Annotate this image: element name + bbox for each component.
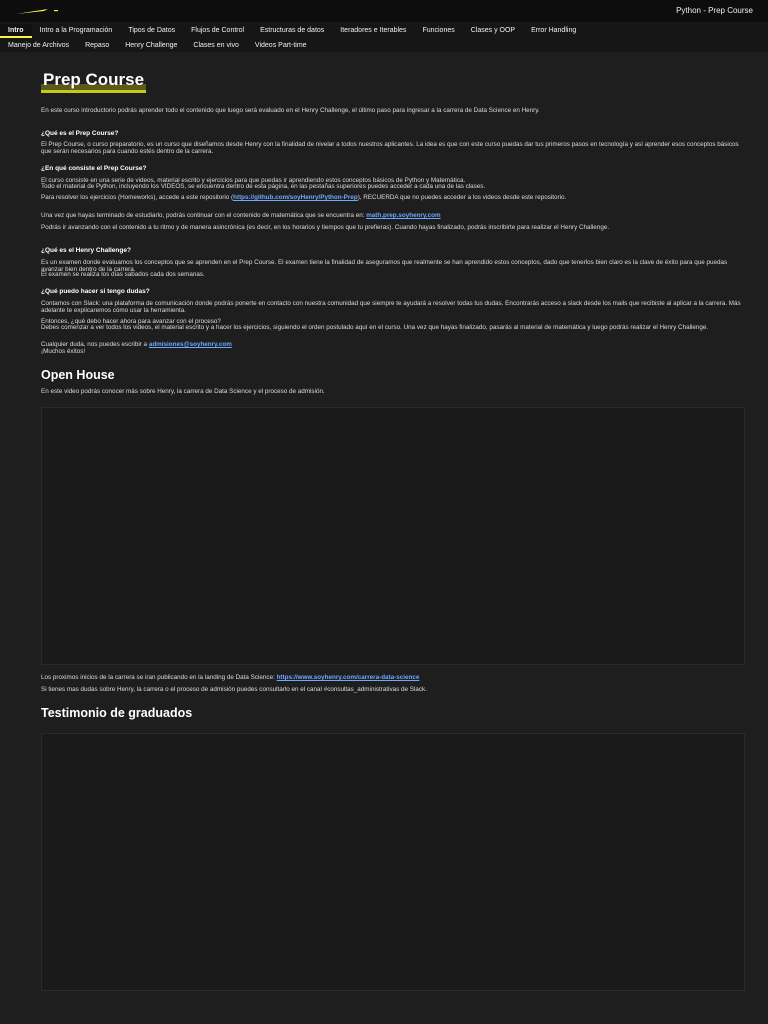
tab-navigation — [0, 22, 768, 52]
tab-iteradores-e-iterables[interactable]: Iteradores e Iterables — [340, 27, 407, 34]
heading-henry-challenge: ¿Qué es el Henry Challenge? — [41, 247, 131, 254]
intro-paragraph: En este curso introductorio podrás aprender todo el contenido que luego será evaluado en el Henry Challenge, el último paso para ingresar a la carrera de Data Science en Henry. — [41, 107, 540, 114]
tab-tipos-de-datos[interactable]: Tipos de Datos — [128, 27, 176, 34]
math-text-pre: Una vez que hayas terminado de estudiarlo, podrás continuar con el contenido de matemática que se encuentra en: — [41, 212, 367, 219]
nav-row-1 — [0, 24, 584, 38]
paragraph-math — [41, 213, 745, 220]
heading-what-is-prep-course: ¿Qué es el Prep Course? — [41, 130, 119, 137]
paragraph-slack-channel: Si tienes mas dudas sobre Henry, la carrera o el proceso de admisión puedes consultarlo en el canal #consultas_administrativas de Slack. — [41, 686, 427, 693]
tab-intro[interactable]: Intro — [0, 24, 32, 38]
paragraph-challenge-1: Es un examen donde evaluamos los conceptos que se aprenden en el Prep Course. El examen tiene la finalidad de aseguramos que realmente se han aprendido estos conceptos, dado que tenerlos bien claro es la clave de éxito para que puedas avanzar bien dentro de la carrera. — [41, 259, 728, 273]
tab-intro-a-la-programación[interactable]: Intro a la Programación — [39, 27, 113, 34]
next-starts-text: Los proximos inicios de la carrera se iran publicando en la landing de Data Science: — [41, 674, 277, 681]
tab-henry-challenge[interactable]: Henry Challenge — [125, 42, 178, 49]
admissions-email-link[interactable]: admisiones@soyhenry.com — [148, 341, 232, 348]
testimonials-title: Testimonio de graduados — [41, 706, 193, 720]
paragraph-next-starts — [41, 675, 745, 682]
paragraph-what-is-prep-course: El Prep Course, o curso preparatorio, es un curso que diseñamos desde Henry con la finalidad de nivelar a todos nuestros aplicantes. La idea es que con este curso puedas dar tus primeros pasos en tecnología y así aprender esos conceptos básicos que serán necesarios para cuando estés dentro de la carrera. — [41, 141, 739, 155]
open-house-video-embed[interactable] — [41, 407, 745, 665]
tab-clases-y-oop[interactable]: Clases y OOP — [470, 27, 516, 34]
page-title: Prep Course — [41, 70, 146, 93]
contact-text-pre: Cualquier duda, nos puedes escribir a — [41, 341, 149, 348]
tab-clases-en-vivo[interactable]: Clases en vivo — [193, 42, 239, 49]
paragraph-homeworks — [41, 195, 745, 202]
paragraph-slack: Contamos con Slack: una plataforma de comunicación donde podrás ponerte en contacto con nuestra comunidad que siempre te ayudará a resolver todas tus dudas. Encontrarás acceso a slack desde los mails que recibiste al aplicar a la carrera. Más adelante te explicaremos cómo usar la herramienta. — [41, 300, 741, 314]
heading-doubts: ¿Qué puedo hacer si tengo dudas? — [41, 288, 150, 295]
data-science-landing-link[interactable]: https://www.soyhenry.com/carrera-data-science — [276, 674, 420, 681]
tab-flujos-de-control[interactable]: Flujos de Control — [191, 27, 245, 34]
paragraph-pace: Podrás ir avanzando con el contenido a tu ritmo y de manera asincrónica (es decir, en los horarios y tiempos que tu prefieras). Cuando hayas finalizado, podrás inscribirte para realizar el Henry Challenge. — [41, 224, 610, 231]
heading-what-consists: ¿En qué consiste el Prep Course? — [41, 165, 147, 172]
homeworks-text-post: ), RECUERDA que no puedes acceder a los videos desde este repositorio. — [357, 194, 567, 201]
homeworks-text-pre: Para resolver los ejercicios (Homeworks), accede a este repositorio ( — [41, 194, 234, 201]
tab-funciones[interactable]: Funciones — [422, 27, 455, 34]
tab-estructuras-de-datos[interactable]: Estructuras de datos — [260, 27, 325, 34]
paragraph-consists-2: Todo el material de Python, incluyendo los VIDEOS, se encuentra dentro de esta página, en las pestañas superiores puedes acceder a cada una de las clases. — [41, 183, 486, 190]
testimonials-video-embed[interactable] — [41, 733, 745, 991]
tab-repaso[interactable]: Repaso — [85, 42, 110, 49]
python-prep-repo-link[interactable]: https://github.com/soyHenry/Python-Prep — [233, 194, 358, 201]
open-house-title: Open House — [41, 368, 115, 382]
open-house-description: En este video podrás conocer más sobre Henry, la carrera de Data Science y el proceso de admisión. — [41, 388, 325, 395]
tab-manejo-de-archivos[interactable]: Manejo de Archivos — [8, 42, 70, 49]
app-title: Python - Prep Course — [676, 6, 753, 15]
paragraph-next-step-question: Entonces, ¿qué debo hacer ahora para avanzar con el proceso? — [41, 318, 221, 325]
paragraph-challenge-2: El examen se realiza los días sabados cada dos semanas. — [41, 271, 205, 278]
nav-row-2 — [0, 39, 315, 53]
paragraph-next-step-answer: Debes comenzar a ver todos los videos, el material escrito y a hacer los ejercicios, siguiendo el orden postulado aquí en el curso. Una vez que hayas finalizado, pasarás al material de matemática y luego podrás realizar el Henry Challenge. — [41, 324, 709, 331]
paragraph-consists-1: El curso consiste en una serie de videos, material escrito y ejercicios para que puedas ir aprendiendo estos conceptos básicos de Python y Matemática. — [41, 177, 466, 184]
paragraph-good-luck: ¡Muchos éxitos! — [41, 348, 86, 355]
paragraph-contact — [41, 342, 745, 349]
top-bar — [0, 0, 768, 22]
tab-error-handling[interactable]: Error Handling — [531, 27, 577, 34]
math-prep-link[interactable]: math.prep.soyhenry.com — [366, 212, 441, 219]
tab-videos-part-time[interactable]: Videos Part-time — [254, 42, 307, 49]
henry-logo-icon[interactable] — [14, 8, 62, 16]
